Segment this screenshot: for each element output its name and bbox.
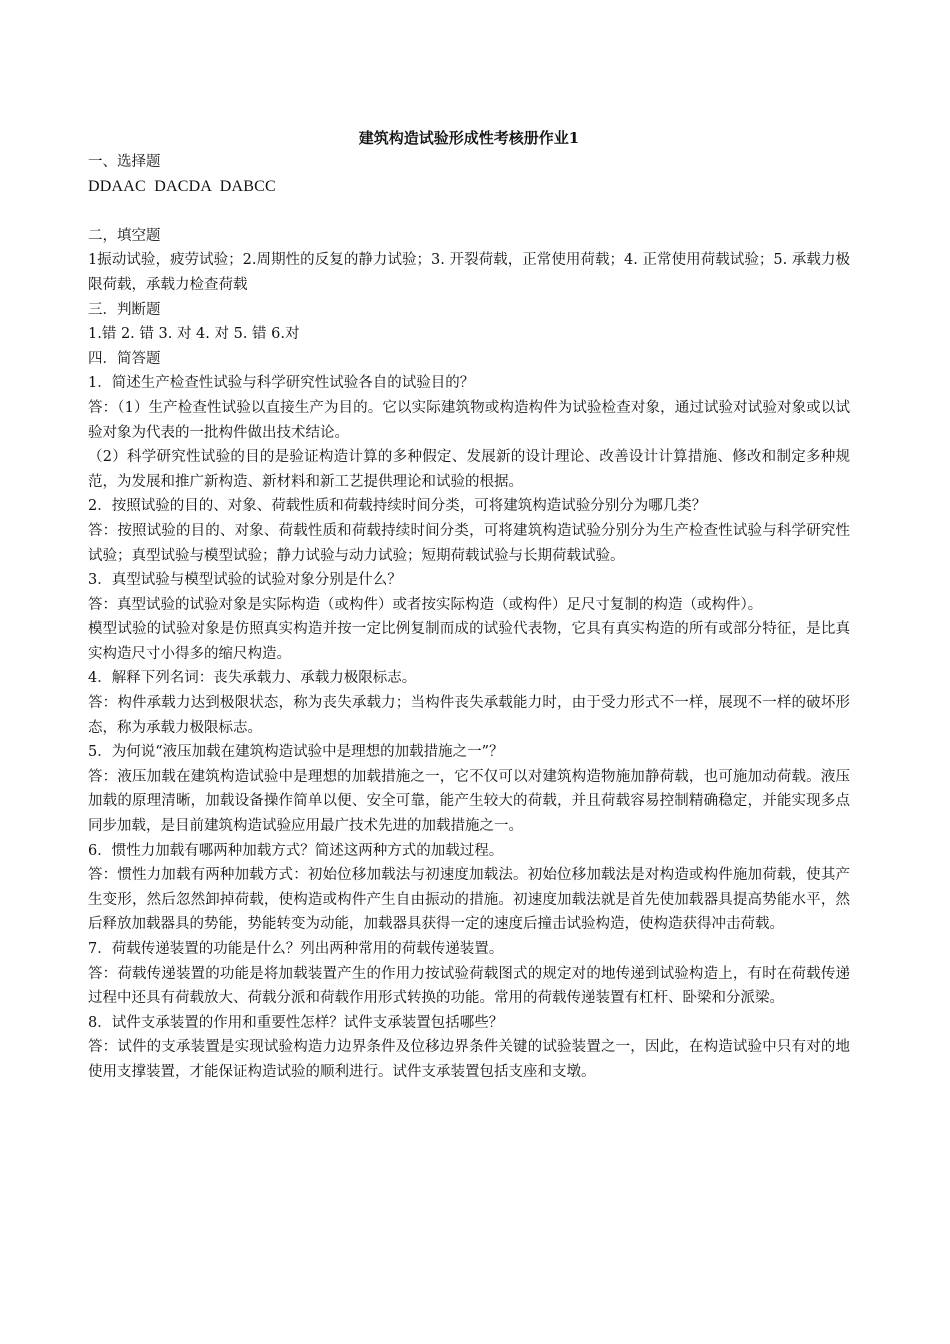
- question-2: 2．按照试验的目的、对象、荷载性质和荷载持续时间分类，可将建筑构造试验分别分为哪几类？: [88, 498, 707, 515]
- answer-6: 答：惯性力加载有两种加载方式：初始位移加载法与初速度加载法。初始位移加载法是对构造或构件施加荷载，使其产生变形，然后忽然卸掉荷载，使构造或构件产生自由振动的措施。初速度加载法就是首先使加载器具提高势能水平，然后释放加载器具的势能，势能转变为动能，加载器具获得一定的速度后撞击试验构造，使构造获得冲击荷载。: [88, 867, 850, 933]
- answer-3-part-2: 模型试验的试验对象是仿照真实构造并按一定比例复制而成的试验代表物，它具有真实构造的所有或部分特征，是比真实构造尺寸小得多的缩尺构造。: [88, 621, 850, 662]
- answer-7: 答：荷载传递装置的功能是将加载装置产生的作用力按试验荷载图式的规定对的地传递到试验构造上，有时在荷载传递过程中还具有荷载放大、荷载分派和荷载作用形式转换的功能。常用的荷载传递装置有杠杆、卧梁和分派梁。: [88, 965, 850, 1007]
- section-choice-answers: DDAAC DACDA DABCC: [88, 177, 276, 195]
- section-short-answer-heading: 四．简答题: [88, 350, 161, 367]
- section-fill-answers: 1振动试验，疲劳试验；2.周期性的反复的静力试验；3. 开裂荷载，正常使用荷载；4. 正常使用荷载试验；5. 承载力极限荷载，承载力检查荷载: [88, 252, 850, 293]
- section-choice-heading: 一、选择题: [88, 154, 161, 170]
- question-8: 8．试件支承装置的作用和重要性怎样？试件支承装置包括哪些？: [88, 1014, 504, 1031]
- question-5: 5．为何说“液压加载在建筑构造试验中是理想的加载措施之一”？: [88, 744, 504, 761]
- answer-5: 答：液压加载在建筑构造试验中是理想的加载措施之一，它不仅可以对建筑构造物施加静荷载，也可施加动荷载。液压加载的原理清晰，加载设备操作简单以便、安全可靠，能产生较大的荷载，并且荷载容易控制精确稳定，并能实现多点同步加载，是目前建筑构造试验应用最广技术先进的加载措施之一。: [88, 768, 850, 835]
- section-judge-heading: 三．判断题: [88, 301, 161, 318]
- section-judge-answers: 1.错 2. 错 3. 对 4. 对 5. 错 6.对: [88, 326, 300, 343]
- document-page: [88, 126, 850, 1085]
- document-title: 建筑构造试验形成性考核册作业1: [358, 129, 580, 147]
- section-fill-heading: 二，填空题: [88, 227, 161, 244]
- answer-8: 答：试件的支承装置是实现试验构造力边界条件及位移边界条件关键的试验装置之一，因此，在构造试验中只有对的地使用支撑装置，才能保证构造试验的顺利进行。试件支承装置包括支座和支墩。: [88, 1039, 850, 1080]
- blank-line: [88, 199, 850, 224]
- question-6: 6．惯性力加载有哪两种加载方式？简述这两种方式的加载过程。: [88, 842, 504, 859]
- answer-1-part-1: 答：（1）生产检查性试验以直接生产为目的。它以实际建筑物或构造构件为试验检查对象，通过试验对试验对象或以试验对象为代表的一批构件做出技术结论。: [88, 399, 850, 441]
- question-7: 7．荷载传递装置的功能是什么？列出两种常用的荷载传递装置。: [88, 941, 504, 957]
- question-1: 1．简述生产检查性试验与科学研究性试验各自的试验目的？: [88, 375, 475, 392]
- question-3: 3．真型试验与模型试验的试验对象分别是什么？: [88, 572, 402, 589]
- answer-3-part-1: 答：真型试验的试验对象是实际构造（或构件）或者按实际构造（或构件）足尺寸复制的构造（或构件）。: [88, 596, 763, 613]
- answer-4: 答：构件承载力达到极限状态，称为丧失承载力；当构件丧失承载能力时，由于受力形式不一样，展现不一样的破坏形态，称为承载力极限标志。: [88, 695, 850, 736]
- answer-2: 答：按照试验的目的、对象、荷载性质和荷载持续时间分类，可将建筑构造试验分别分为生产检查性试验与科学研究性试验；真型试验与模型试验；静力试验与动力试验；短期荷载试验与长期荷载试验。: [88, 522, 850, 564]
- question-4: 4．解释下列名词：丧失承载力、承载力极限标志。: [88, 670, 417, 687]
- answer-1-part-2: （2）科学研究性试验的目的是验证构造计算的多种假定、发展新的设计理论、改善设计计算措施、修改和制定多种规范，为发展和推广新构造、新材料和新工艺提供理论和试验的根据。: [88, 449, 850, 490]
